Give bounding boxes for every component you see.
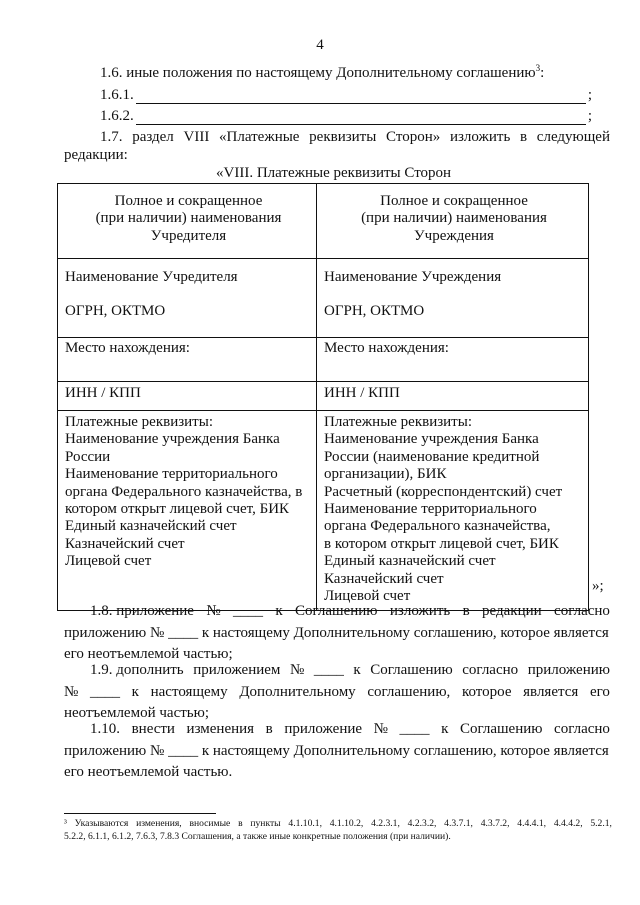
word: к <box>441 721 449 737</box>
founder-payment-line: Наименование учреждения Банка <box>65 431 280 448</box>
institution-payment-line: России (наименование кредитной <box>324 448 540 465</box>
word: изменения, <box>136 818 182 829</box>
word: к <box>131 683 139 700</box>
word: изложить <box>449 129 511 145</box>
word: 4.2.3.1, <box>371 818 400 829</box>
institution-location: Место нахождения: <box>317 338 589 382</box>
institution-payment-line: организации), БИК <box>324 466 447 483</box>
word: пункты <box>250 818 281 829</box>
word: Соглашению <box>459 721 543 737</box>
word: № <box>373 721 388 737</box>
table-row <box>58 382 589 411</box>
word: согласно <box>554 721 610 737</box>
table-row <box>58 259 589 338</box>
requisites-table <box>57 183 589 611</box>
word: № <box>289 662 305 678</box>
line-text: приложению № ____ к настоящему Дополнительному соглашению, которое является <box>64 624 609 641</box>
institution-name: Наименование Учреждения <box>324 269 502 285</box>
page-number: 4 <box>316 37 324 53</box>
item-1-7 <box>100 128 610 146</box>
institution-payment-line: в котором открыт лицевой счет, БИК <box>324 535 559 552</box>
word: Дополнительному <box>239 683 356 700</box>
founder-payment-line: России <box>65 448 111 465</box>
word: Сторон» <box>386 129 441 145</box>
item-1-6-1-label: 1.6.1. <box>100 87 134 103</box>
word: 1.7. <box>100 129 123 145</box>
word: 1.10. <box>90 721 120 737</box>
line-text: его неотъемлемой частью. <box>64 764 233 780</box>
founder-header <box>58 184 317 259</box>
item-1-6-2 <box>100 107 592 125</box>
table-row <box>58 338 589 382</box>
institution-payment-line: Лицевой счет <box>324 588 411 605</box>
paragraph-line <box>64 660 610 682</box>
item-1-9 <box>64 660 610 725</box>
header-line: Учредителя <box>150 227 227 244</box>
word: реквизиты <box>309 129 377 145</box>
blank: ____ <box>232 603 263 619</box>
word: изложить <box>389 603 451 619</box>
word: № <box>206 603 221 619</box>
word: к <box>275 603 283 619</box>
blank: ____ <box>89 683 120 700</box>
paragraph-line <box>64 741 610 763</box>
word: Соглашению <box>295 603 378 619</box>
word: в <box>462 603 470 619</box>
footnote-line: 5.2.2, 6.1.1, 6.1.2, 7.6.3, 7.8.3 Соглашения, а также иные конкретные положения (при наличии). <box>64 831 451 842</box>
word: в <box>520 129 528 145</box>
founder-payment-line: Лицевой счет <box>65 553 152 570</box>
table-row <box>58 184 589 259</box>
word: внести <box>131 721 175 737</box>
institution-payment-line: Платежные реквизиты: <box>324 414 472 430</box>
founder-inn-kpp: ИНН / КПП <box>58 382 317 411</box>
item-1-8 <box>64 601 610 666</box>
line-text: его неотъемлемой частью; <box>64 646 233 662</box>
founder-payment-line: котором открыт лицевой счет, БИК <box>65 501 290 518</box>
word: 4.4.4.2, <box>553 818 583 829</box>
line-text: неотъемлемой частью; <box>64 705 209 721</box>
footnote-line <box>64 817 612 830</box>
word: 4.2.3.2, <box>407 818 437 829</box>
blank: ____ <box>399 721 430 737</box>
header-line: (при наличии) наименования <box>95 210 282 227</box>
word: 4.1.10.1, <box>288 818 322 829</box>
founder-ogrn: ОГРН, ОКТМО <box>65 303 166 320</box>
word: ³ <box>64 818 67 829</box>
table-row <box>58 411 589 611</box>
item-1-6-2-label: 1.6.2. <box>100 108 134 124</box>
word: № <box>64 683 79 700</box>
word: «Платежные <box>219 129 300 145</box>
word: приложением <box>193 662 281 678</box>
item-1-6-1 <box>100 86 592 104</box>
word: 4.3.7.1, <box>444 818 473 829</box>
word: является <box>523 683 579 700</box>
institution-payment-line: Наименование территориального <box>324 501 537 518</box>
header-line: (при наличии) наименования <box>361 210 547 227</box>
footnote <box>64 817 612 843</box>
word: 5.2.1, <box>590 818 612 829</box>
founder-name-cell <box>58 259 317 338</box>
header-line: Полное и сокращенное <box>114 193 263 209</box>
word: 4.4.4.1, <box>517 818 547 829</box>
word: приложению <box>527 662 610 678</box>
fill-end: ; <box>587 108 592 124</box>
paragraph-line <box>64 601 610 623</box>
item-1-7-cont: редакции: <box>64 147 128 163</box>
closing-quote: »; <box>592 578 604 594</box>
institution-name-cell <box>317 259 589 338</box>
word: согласно <box>462 662 519 678</box>
word: согласно <box>554 603 610 619</box>
word: раздел <box>132 129 174 145</box>
word: Указываются <box>74 818 129 829</box>
word: соглашению, <box>367 683 451 700</box>
word: Соглашению <box>370 662 453 678</box>
word: следующей <box>536 129 610 145</box>
footnote-ref: 3 <box>535 63 541 73</box>
word: VIII <box>183 129 210 145</box>
item-1-10 <box>64 719 610 784</box>
word: 4.3.7.2, <box>480 818 510 829</box>
institution-ogrn: ОГРН, ОКТМО <box>324 303 425 320</box>
founder-payment-line: органа Федерального казначейства, в <box>65 483 303 500</box>
word: вносимые <box>189 818 231 829</box>
footnote-divider <box>64 813 216 814</box>
institution-payment-line: Единый казначейский счет <box>324 553 496 570</box>
section-heading: «VIII. Платежные реквизиты Сторон <box>216 165 452 181</box>
word: в <box>265 721 273 737</box>
item-1-6-suffix: : <box>540 65 545 81</box>
paragraph-line <box>64 682 610 704</box>
founder-payment-line: Наименование территориального <box>65 466 278 483</box>
word: 1.8. приложение <box>90 603 194 619</box>
institution-inn-kpp: ИНН / КПП <box>317 382 589 411</box>
word: настоящему <box>150 683 228 700</box>
founder-payment-cell <box>58 411 317 611</box>
fill-blank-line <box>136 89 586 104</box>
fill-blank-line <box>136 110 586 125</box>
blank: ____ <box>313 662 344 678</box>
institution-payment-line: Расчетный (корреспондентский) счет <box>324 483 563 500</box>
founder-payment-line: Единый казначейский счет <box>65 518 237 535</box>
word: 4.1.10.2, <box>329 818 364 829</box>
institution-payment-line: Наименование учреждения Банка <box>324 431 539 448</box>
line-text: приложению № ____ к настоящему Дополнительному соглашению, которое является <box>64 742 609 759</box>
founder-location: Место нахождения: <box>58 338 317 382</box>
header-line: Учреждения <box>414 227 494 244</box>
word: приложение <box>284 721 363 737</box>
word: редакции <box>482 603 542 619</box>
word: к <box>353 662 361 678</box>
word: 1.9. дополнить <box>90 662 184 678</box>
word: в <box>238 818 243 829</box>
institution-payment-line: Казначейский счет <box>324 570 444 587</box>
item-1-6 <box>100 64 544 82</box>
institution-payment-line: органа Федерального казначейства, <box>324 518 551 535</box>
word: которое <box>461 683 512 700</box>
founder-name: Наименование Учредителя <box>65 269 238 285</box>
paragraph-line <box>64 762 610 784</box>
institution-payment-cell <box>317 411 589 611</box>
fill-end: ; <box>587 87 592 103</box>
item-1-6-text: 1.6. иные положения по настоящему Дополнительному соглашению <box>100 65 536 81</box>
founder-payment-line: Платежные реквизиты: <box>65 414 213 430</box>
paragraph-line <box>64 719 610 741</box>
header-line: Полное и сокращенное <box>380 193 528 209</box>
paragraph-line <box>64 623 610 645</box>
word: изменения <box>186 721 255 737</box>
word: его <box>589 683 610 700</box>
institution-header <box>317 184 589 259</box>
founder-payment-line: Казначейский счет <box>65 535 185 552</box>
